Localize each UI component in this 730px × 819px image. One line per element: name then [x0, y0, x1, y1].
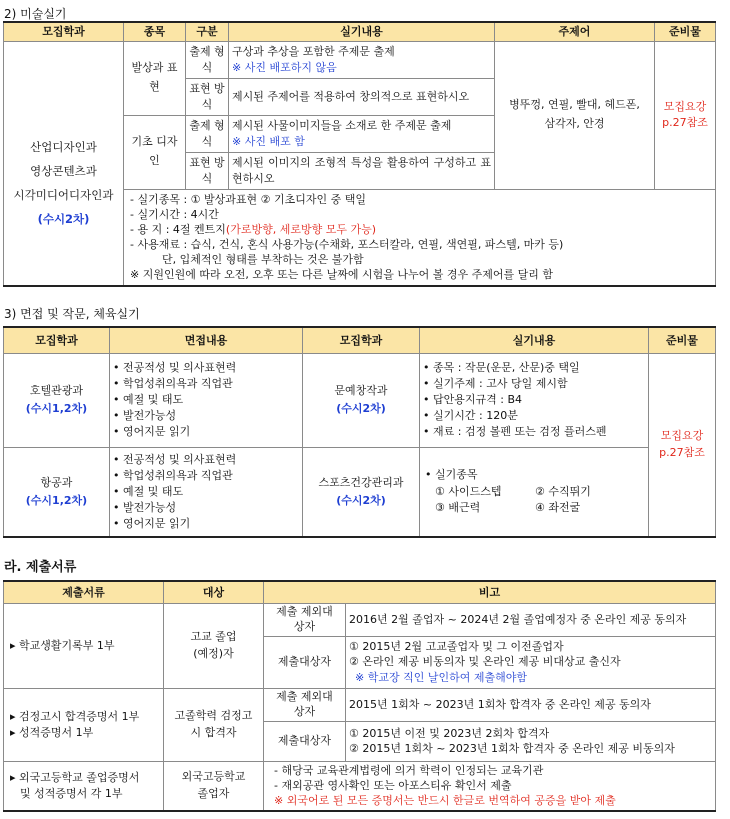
prep-cell: 모집요강 p.27참조 [655, 41, 716, 189]
remark-line: - 재외공관 영사확인 또는 아포스티유 확인서 제출 [274, 779, 512, 793]
note-line: - 실기시간 : 4시간 [130, 207, 219, 221]
list-item: • 영어지문 읽기 [113, 424, 299, 440]
req-line: ① 2015년 이전 및 2023년 2회차 합격자 [349, 726, 550, 740]
documents-table [3, 580, 716, 812]
doc-target: 고졸학력 검정고시 합격자 [164, 688, 264, 761]
round-badge: (수시2차) [336, 402, 386, 415]
interview-list [110, 353, 303, 447]
excl-text: 2015년 1회차 ~ 2023년 1회차 합격자 중 온라인 제공 동의자 [346, 688, 716, 721]
dept-industrial-design: 산업디자인과 [30, 139, 97, 154]
excl-label: 제출 제외대상자 [264, 688, 346, 721]
header-remarks: 비고 [264, 581, 716, 603]
dept-aviation: 항공과 (수시1,2차) [4, 447, 110, 537]
type-format: 출제 형식 [186, 115, 229, 152]
list-item: • 실기종목 [425, 467, 645, 484]
section-interview-title: 3) 면접 및 작문, 체육실기 [4, 307, 140, 321]
type-method: 표현 방식 [186, 78, 229, 115]
content-text: 제시된 이미지의 조형적 특성을 활용하여 구성하고 표현하시오 [229, 152, 495, 189]
doc-target: 외국고등학교 졸업자 [164, 761, 264, 811]
list-item: ④ 좌전굴 [535, 501, 581, 514]
art-dept-cell [4, 41, 124, 286]
event-ideation: 발상과 표현 [124, 41, 186, 115]
list-item: • 예절 및 태도 [113, 484, 299, 500]
dept-video-contents: 영상콘텐츠과 [30, 163, 97, 178]
list-item: • 답안용지규격 : B4 [423, 392, 645, 408]
dept-visual-media: 시각미디어디자인과 [13, 188, 114, 203]
list-item: • 실기시간 : 120분 [423, 408, 645, 424]
doc-target: 고교 졸업(예정)자 [164, 603, 264, 688]
header-interview: 면접내용 [110, 327, 303, 353]
content-cell [229, 41, 495, 78]
table-row [4, 761, 716, 811]
doc-name: ▸ 학교생활기록부 1부 [4, 603, 164, 688]
dept-creative-writing: 문예창작과 (수시2차) [303, 353, 420, 447]
art-exam-table [3, 21, 716, 287]
header-dept2: 모집학과 [303, 327, 420, 353]
header-event: 종목 [124, 22, 186, 41]
type-format: 출제 형식 [186, 41, 229, 78]
dept-sports-health: 스포츠건강관리과 (수시2차) [303, 447, 420, 537]
note-line: - 실기종목 : ① 발상과표현 ② 기초디자인 중 택일 [130, 192, 367, 206]
list-item: • 재료 : 검정 볼펜 또는 검정 플러스펜 [423, 424, 645, 440]
section-docs-title: 라. 제출서류 [4, 560, 77, 575]
content-text: 구상과 추상을 포함한 주제문 출제 [232, 45, 395, 59]
list-item: ① 사이드스텝 [435, 484, 502, 498]
round-badge: (수시1,2차) [25, 493, 88, 507]
note-line: 단, 입체적인 형태를 부착하는 것은 불가함 [162, 253, 364, 267]
doc-name: ▸ 외국고등학교 졸업증명서 및 성적증명서 각 1부 [4, 761, 164, 811]
req-note: ※ 학교장 직인 날인하여 제출해야함 [355, 670, 527, 684]
keywords-cell: 병뚜껑, 연필, 빨대, 헤드폰, 삼각자, 안경 [495, 41, 655, 189]
req-line: ① 2015년 2월 고교졸업자 및 그 이전졸업자 [349, 640, 564, 654]
table-row [4, 41, 716, 78]
remark-note: ※ 외국어로 된 모든 증명서는 반드시 한글로 번역하여 공증을 받아 제출 [274, 794, 616, 808]
foreign-remarks [264, 761, 716, 811]
list-item: • 실기주제 : 고사 당일 제시함 [423, 376, 645, 392]
req-line: ② 온라인 제공 비동의자 및 온라인 제공 비대상교 출신자 [349, 655, 621, 669]
req-label: 제출대상자 [264, 721, 346, 761]
req-cell [346, 636, 716, 688]
list-item: • 발전가능성 [113, 408, 299, 424]
list-item: • 종목 : 작문(운문, 산문)중 택일 [423, 360, 645, 376]
practical-list [420, 447, 649, 537]
round-badge: (수시2차) [37, 212, 90, 227]
table-row [4, 688, 716, 721]
req-line: ② 2015년 1회차 ~ 2023년 1회차 합격자 중 온라인 제공 비동의자 [349, 742, 675, 755]
doc-name: ▸ 검정고시 합격증명서 1부 ▸ 성적증명서 1부 [4, 688, 164, 761]
note-line: - 용 지 : 4절 켄트지(가로방향, 세로방향 모두 가능) [130, 222, 377, 236]
section-art-title: 2) 미술실기 [4, 7, 67, 21]
list-item: • 영어지문 읽기 [113, 516, 299, 532]
list-item: • 발전가능성 [113, 500, 299, 516]
header-practical: 실기내용 [420, 327, 649, 353]
list-item: • 학업성취의욕과 직업관 [113, 376, 299, 392]
note-line: - 사용재료 : 습식, 건식, 혼식 사용가능(수채화, 포스터칼라, 연필, 색연필, 파스텔, 마카 등) [130, 238, 564, 252]
excl-label: 제출 제외대상자 [264, 603, 346, 636]
content-cell [229, 115, 495, 152]
interview-header-row [4, 327, 716, 353]
interview-list [110, 447, 303, 537]
req-cell [346, 721, 716, 761]
event-basic-design: 기초 디자인 [124, 115, 186, 189]
note-red: (가로방향, 세로방향 모두 가능) [225, 222, 377, 236]
header-content: 실기내용 [229, 22, 495, 41]
header-prep: 준비물 [655, 22, 716, 41]
content-note: ※ 사진 배포 함 [232, 134, 305, 148]
round-badge: (수시1,2차) [25, 402, 88, 415]
header-target: 대상 [164, 581, 264, 603]
prep-cell: 모집요강 p.27참조 [649, 353, 716, 537]
list-item: ③ 배근력 [435, 501, 481, 514]
table-row [4, 353, 716, 447]
list-item: • 전공적성 및 의사표현력 [113, 452, 299, 468]
dept-hotel: 호텔관광과 (수시1,2차) [4, 353, 110, 447]
header-keywords: 주제어 [495, 22, 655, 41]
table-row [4, 603, 716, 636]
docs-header-row [4, 581, 716, 603]
table-row [4, 447, 716, 537]
practical-list [420, 353, 649, 447]
notes-cell [124, 189, 716, 286]
note-line: ※ 지원인원에 따라 오전, 오후 또는 다른 날짜에 시험을 나누어 볼 경우 주제어를 달리 함 [130, 268, 553, 282]
excl-text: 2016년 2월 졸업자 ~ 2024년 2월 졸업예정자 중 온라인 제공 동의자 [346, 603, 716, 636]
header-prep: 준비물 [649, 327, 716, 353]
round-badge: (수시2차) [336, 493, 386, 507]
req-label: 제출대상자 [264, 636, 346, 688]
list-item: • 예절 및 태도 [113, 392, 299, 408]
remark-line: - 해당국 교육관계법령에 의거 학력이 인정되는 교육기관 [274, 763, 544, 777]
content-text: 제시된 사물이미지들을 소재로 한 주제문 출제 [232, 119, 452, 133]
type-method: 표현 방식 [186, 152, 229, 189]
art-header-row [4, 22, 716, 41]
header-dept: 모집학과 [4, 22, 124, 41]
list-item: • 전공적성 및 의사표현력 [113, 360, 299, 376]
interview-table [3, 326, 716, 538]
content-note: ※ 사진 배포하지 않음 [232, 60, 337, 74]
header-doc: 제출서류 [4, 581, 164, 603]
list-item: ② 수직뛰기 [535, 484, 591, 498]
list-item: • 학업성취의욕과 직업관 [113, 468, 299, 484]
content-text: 제시된 주제어를 적용하여 창의적으로 표현하시오 [229, 78, 495, 115]
header-type: 구분 [186, 22, 229, 41]
header-dept: 모집학과 [4, 327, 110, 353]
